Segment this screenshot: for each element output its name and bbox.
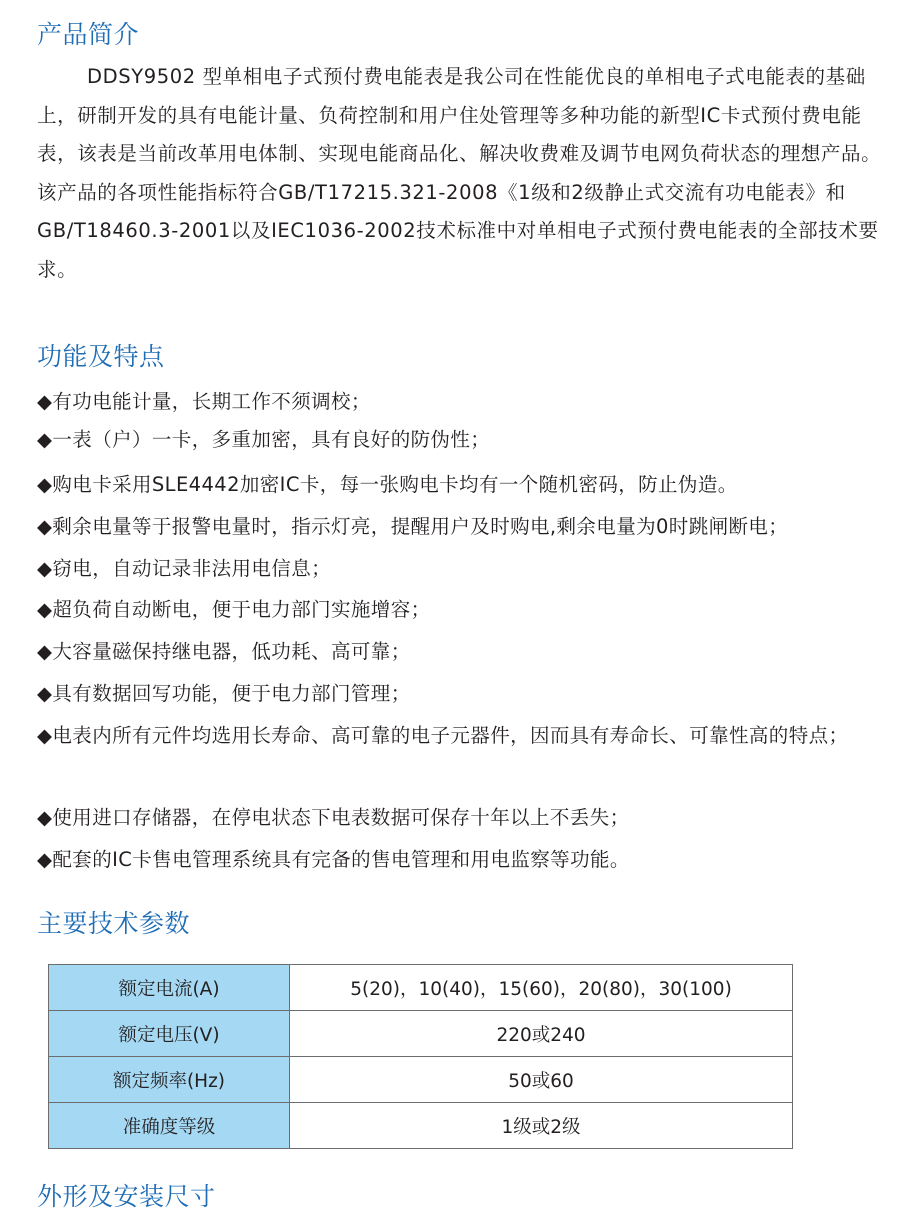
spec-value: 1级或2级: [290, 1103, 793, 1149]
intro-paragraph: DDSY9502 型单相电子式预付费电能表是我公司在性能优良的单相电子式电能表的基础上，研制开发的具有电能计量、负荷控制和用户住处管理等多种功能的新型IC卡式预付费电能表，该表是当前改革用电体制、实现电能商品化、解决收费难及调节电网负荷状态的理想产品。该产品的各项性能指标符合GB/T17215.321-2008《1级和2级静止式交流有功电能表》和GB/T18460.3-2001以及IEC1036-2002技术标准中对单相电子式预付费电能表的全部技术要求。: [37, 65, 882, 281]
table-row: [49, 1011, 793, 1057]
intro-title: 产品简介: [37, 20, 140, 49]
feature-item: ◆有功电能计量，长期工作不须调校；: [37, 390, 371, 413]
specs-title: 主要技术参数: [37, 909, 191, 938]
dimensions-title: 外形及安装尺寸: [37, 1182, 216, 1211]
feature-item: ◆电表内所有元件均选用长寿命、高可靠的电子元器件，因而具有寿命长、可靠性高的特点；: [37, 724, 849, 747]
feature-item: ◆窃电，自动记录非法用电信息；: [37, 557, 331, 580]
specs-table: [48, 964, 793, 1149]
feature-item: ◆剩余电量等于报警电量时，指示灯亮，提醒用户及时购电,剩余电量为0时跳闸断电；: [37, 515, 789, 538]
spec-value: 5(20)，10(40)，15(60)，20(80)，30(100): [290, 965, 793, 1011]
table-row: [49, 1057, 793, 1103]
spec-label: 额定频率(Hz): [49, 1057, 290, 1103]
feature-item: ◆配套的IC卡售电管理系统具有完备的售电管理和用电监察等功能。: [37, 848, 630, 871]
features-title: 功能及特点: [37, 342, 165, 371]
feature-item: ◆大容量磁保持继电器，低功耗、高可靠；: [37, 640, 411, 663]
spec-label: 额定电流(A): [49, 965, 290, 1011]
spec-value: 50或60: [290, 1057, 793, 1103]
feature-item: ◆超负荷自动断电，便于电力部门实施增容；: [37, 598, 431, 621]
spec-label: 准确度等级: [49, 1103, 290, 1149]
spec-value: 220或240: [290, 1011, 793, 1057]
feature-item: ◆具有数据回写功能，便于电力部门管理；: [37, 682, 411, 705]
table-row: [49, 1103, 793, 1149]
feature-item: ◆使用进口存储器，在停电状态下电表数据可保存十年以上不丢失；: [37, 806, 630, 829]
feature-item: ◆购电卡采用SLE4442加密IC卡，每一张购电卡均有一个随机密码，防止伪造。: [37, 473, 738, 496]
feature-item: ◆一表（户）一卡，多重加密，具有良好的防伪性；: [37, 428, 491, 451]
table-row: [49, 965, 793, 1011]
spec-label: 额定电压(V): [49, 1011, 290, 1057]
